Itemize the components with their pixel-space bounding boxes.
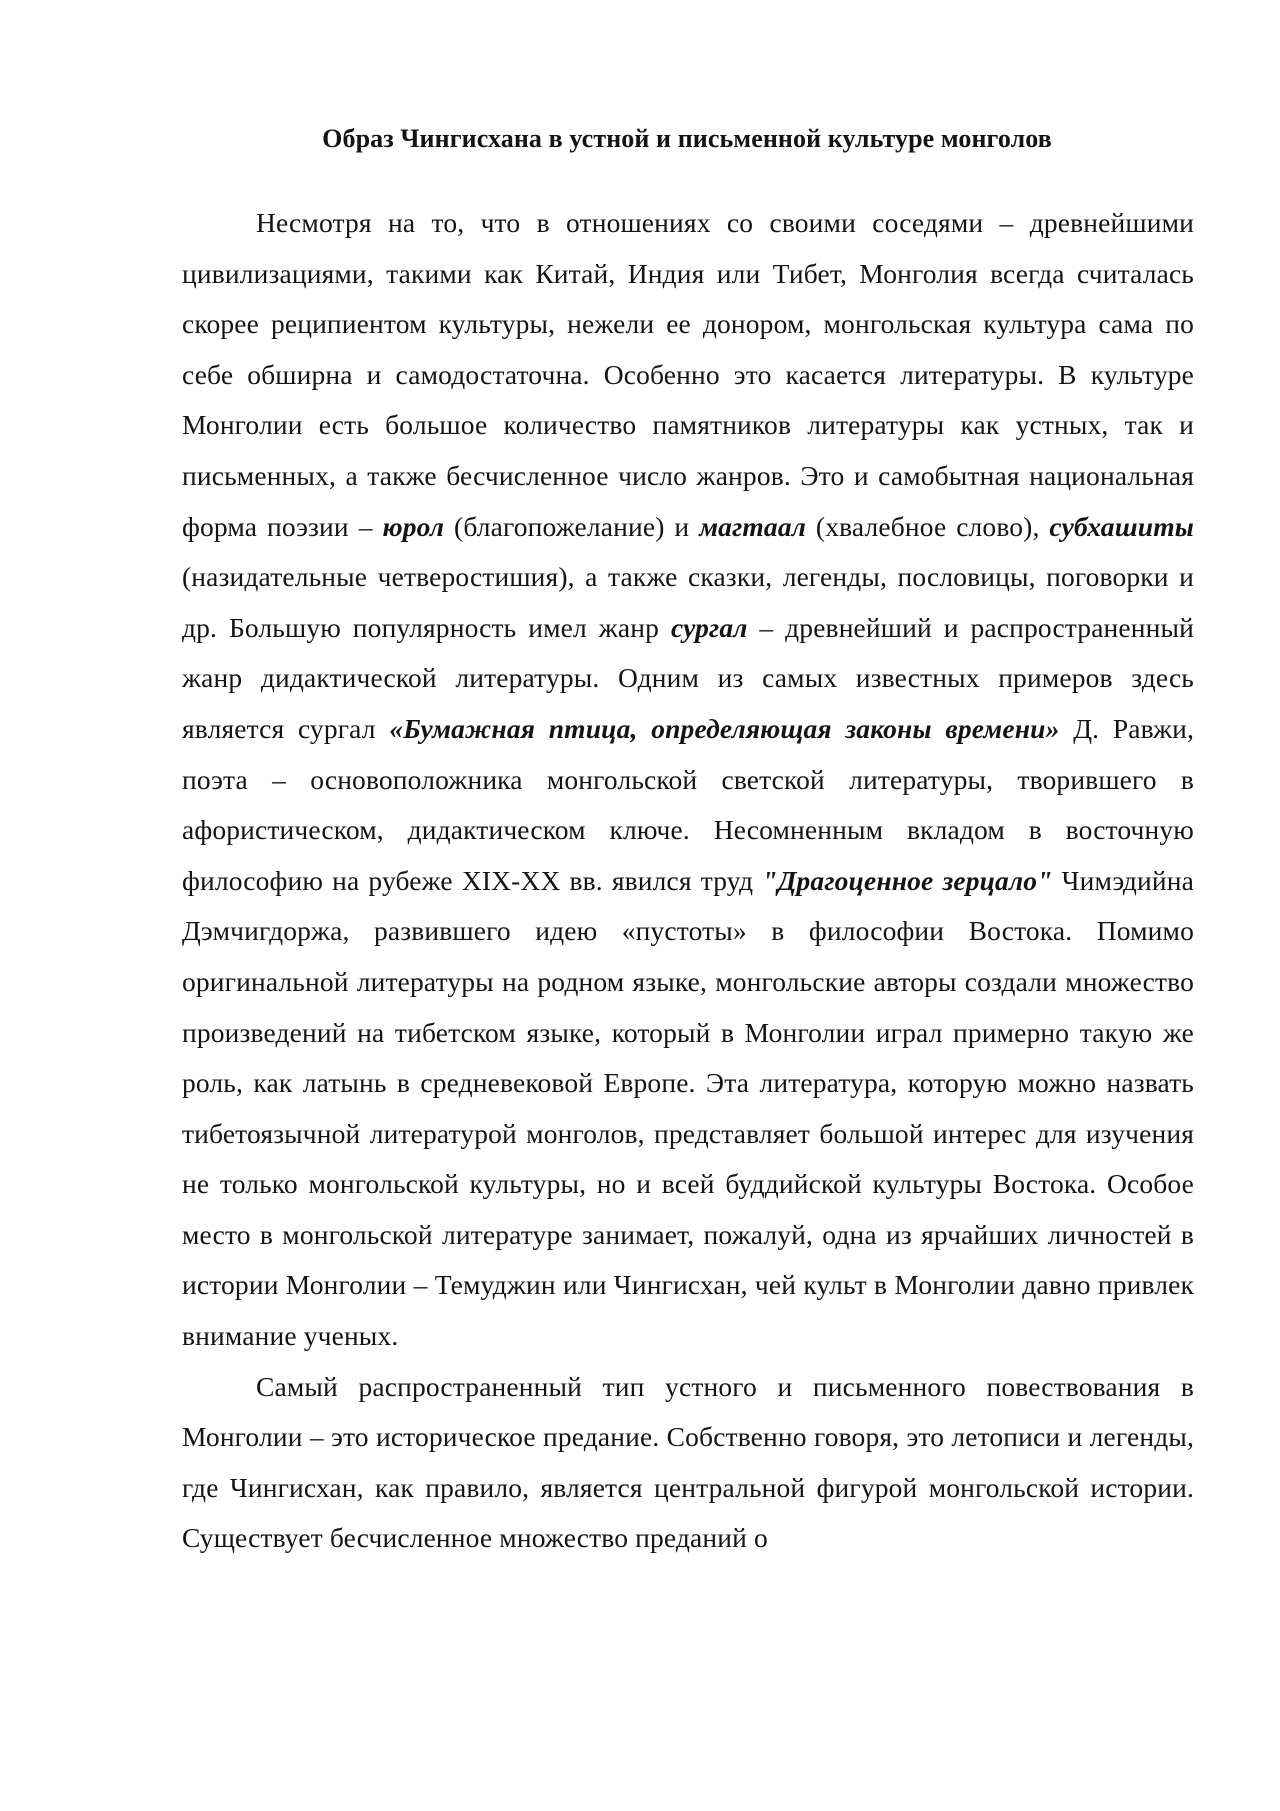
term-subhashity: субхашиты — [1049, 510, 1194, 542]
term-magtaal: магтаал — [699, 510, 806, 542]
term-surgal: сургал — [670, 611, 748, 643]
work-title-precious-mirror: "Драгоценное зерцало" — [762, 864, 1053, 896]
text-segment: Чимэдийна Дэмчигдоржа, развившего идею «пустоты» в философии Востока. Помимо оригинальной литературы на родном языке, монгольские авторы создали множество произведений на тибетском языке, который в Монголии играл примерно такую же роль, как латынь в средневековой Европе. Эта литература, которую можно назвать тибетоязычной литературой монголов, представляет большой интерес для изучения не только монгольской культуры, но и всей буддийской культуры Востока. Особое место в монгольской литературе занимает, пожалуй, одна из ярчайших личностей в истории Монголии – Темуджин или Чингисхан, чей культ в Монголии давно привлек внимание ученых. — [182, 864, 1194, 1352]
text-segment: Несмотря на то, что в отношениях со своими соседями – древнейшими цивилизациями, такими как Китай, Индия или Тибет, Монголия всегда считалась скорее реципиентом культуры, нежели ее донором, монгольская культура сама по себе обширна и самодостаточна. Особенно это касается литературы. В культуре Монголии есть большое количество памятников литературы как устных, так и письменных, а также бесчисленное число жанров. Это и самобытная национальная форма поэзии – — [182, 207, 1194, 542]
term-yurol: юрол — [382, 510, 445, 542]
text-segment: Самый распространенный тип устного и письменного повествования в Монголии – это историческое предание. Собственно говоря, это летописи и легенды, где Чингисхан, как правило, является центральной фигурой монгольской истории. Существует бесчисленное множество преданий о — [182, 1370, 1194, 1554]
text-segment: (хвалебное слово), — [805, 510, 1050, 542]
text-segment: – древнейший и распространенный жанр дидактической литературы. Одним из самых известных примеров здесь является сургал — [182, 611, 1195, 744]
paragraph-1 — [182, 198, 1194, 1362]
work-title-paper-bird: «Бумажная птица, определяющая законы времени» — [389, 712, 1060, 744]
paragraph-2 — [182, 1362, 1194, 1564]
text-segment: (назидательные четверостишия), а также сказки, легенды, пословицы, поговорки и др. Большую популярность имел жанр — [182, 561, 1194, 643]
text-segment: Д. Равжи, поэта – основоположника монгольской светской литературы, творившего в афористическом, дидактическом ключе. Несомненным вкладом в восточную философию на рубеже XIX-XX вв. явился труд — [182, 712, 1194, 896]
document-body — [182, 198, 1194, 1564]
document-title: Образ Чингисхана в устной и письменной культуре монголов — [322, 124, 1052, 153]
text-segment: (благопожелание) и — [444, 510, 700, 542]
